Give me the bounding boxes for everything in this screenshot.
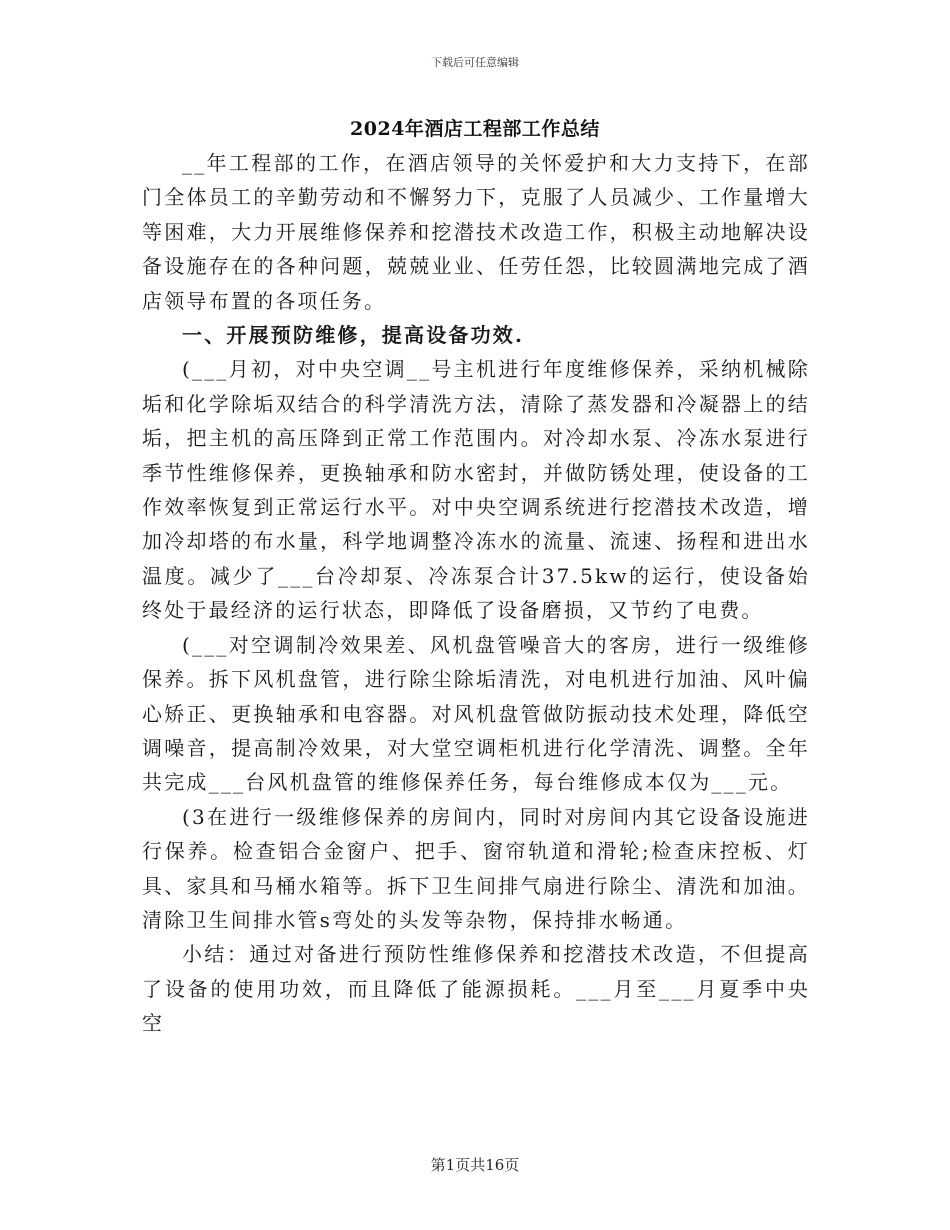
- paragraph-item-1: (___月初，对中央空调__号主机进行年度维修保养，采纳机械除垢和化学除垢双结合的科学清洗方法，清除了蒸发器和冷凝器上的结垢，把主机的高压降到正常工作范围内。对冷却水泵、冷冻水泵进行季节性维修保养，更换轴承和防水密封，并做防锈处理，使设备的工作效率恢复到正常运行水平。对中央空调系统进行挖潜技术改造，增加冷却塔的布水量，科学地调整冷冻水的流量、流速、扬程和进出水温度。减少了___台冷却泵、冷冻泵合计37.5kw的运行，使设备始终处于最经济的运行状态，即降低了设备磨损，又节约了电费。: [142, 357, 810, 623]
- paragraph-intro: __年工程部的工作，在酒店领导的关怀爱护和大力支持下，在部门全体员工的辛勤劳动和不懈努力下，克服了人员减少、工作量增大等困难，大力开展维修保养和挖潜技术改造工作，积极主动地解决设备设施存在的各种问题，兢兢业业、任劳任怨，比较圆满地完成了酒店领导布置的各项任务。: [142, 151, 810, 313]
- page-number: 第1页共16页: [430, 1156, 520, 1174]
- paragraph-item-2: (___对空调制冷效果差、风机盘管噪音大的客房，进行一级维修保养。拆下风机盘管，进行除尘除垢清洗，对电机进行加油、风叶偏心矫正、更换轴承和电容器。对风机盘管做防振动技术处理，降低空调噪音，提高制冷效果，对大堂空调柜机进行化学清洗、调整。全年共完成___台风机盘管的维修保养任务，每台维修成本仅为___元。: [142, 632, 810, 795]
- paragraph-item-3: (3在进行一级维修保养的房间内，同时对房间内其它设备设施进行保养。检查铝合金窗户、把手、窗帘轨道和滑轮;检查床控板、灯具、家具和马桶水箱等。拆下卫生间排气扇进行除尘、清洗和加油。清除卫生间排水管s弯处的头发等杂物，保持排水畅通。: [142, 804, 810, 932]
- page-header-note: 下载后可任意编辑: [431, 56, 519, 69]
- paragraph-summary: 小结：通过对备进行预防性维修保养和挖潜技术改造，不但提高了设备的使用功效，而且降低了能源损耗。___月至___月夏季中央空: [142, 942, 810, 1036]
- document-body: [142, 146, 810, 1041]
- section-heading-1: 一、开展预防维修，提高设备功效.: [182, 323, 525, 348]
- document-title: 2024年酒店工程部工作总结: [350, 118, 600, 140]
